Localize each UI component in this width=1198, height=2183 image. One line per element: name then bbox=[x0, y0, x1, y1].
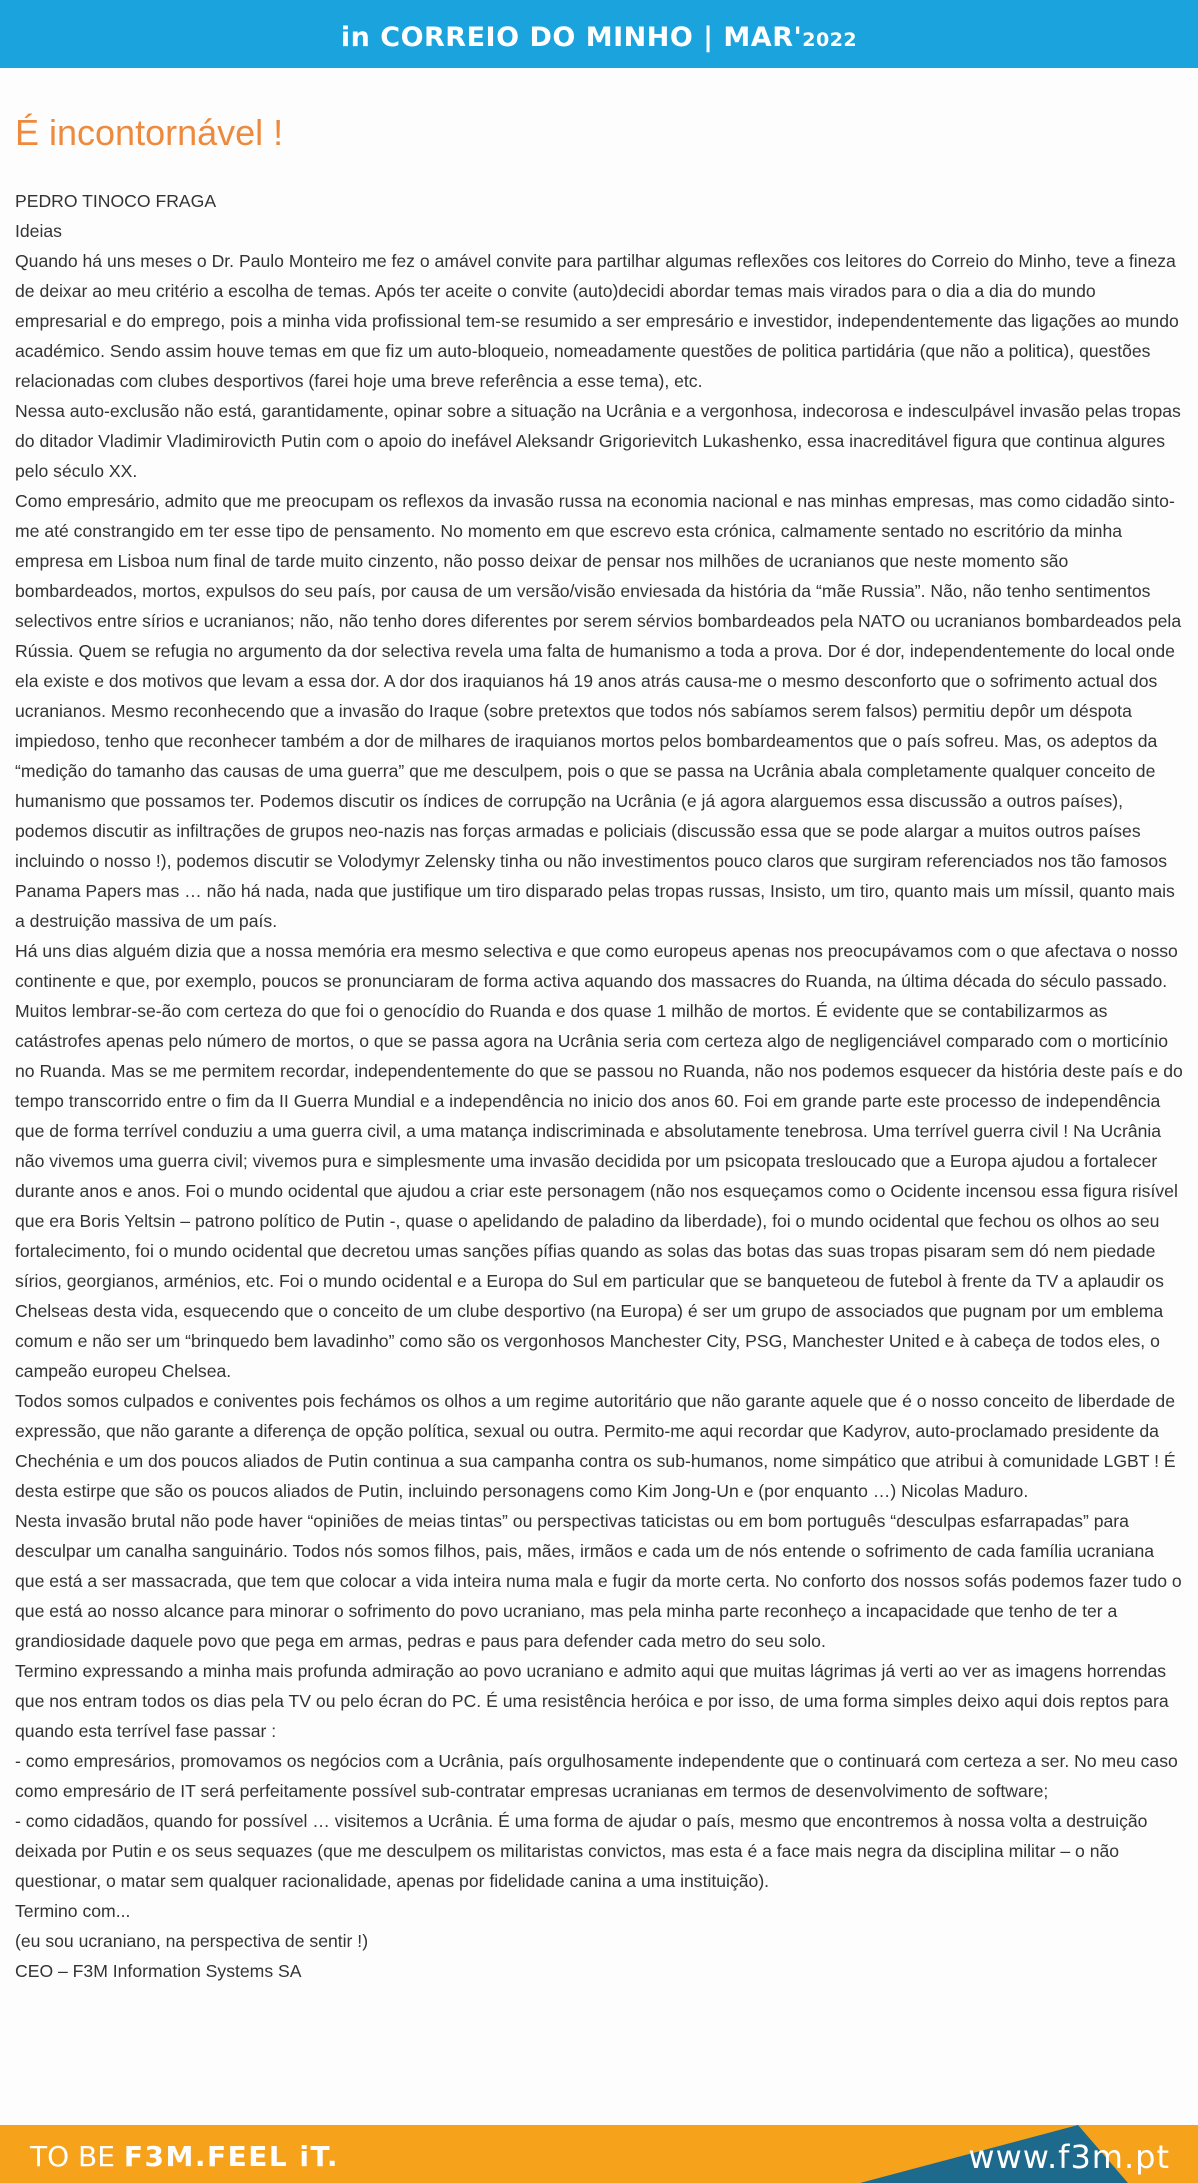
header-brand-in: in bbox=[340, 22, 371, 53]
paragraph: Quando há uns meses o Dr. Paulo Monteiro me fez o amável convite para partilhar algumas reflexões cos leitores do Correio do Minho, teve a fineza de deixar ao meu critério a escolha de temas. Após ter aceite o convite (auto)decidi abordar temas mais virados para o dia a dia do mundo empresarial e do emprego, pois a minha vida profissional tem-se resumido a ser empresário e investidor, independentemente das ligações ao mundo académico. Sendo assim houve temas em que fiz um auto-bloqueio, nomeadamente questões de politica partidária (que não a politica), questões relacionadas com clubes desportivos (farei hoje uma breve referência a esse tema), etc. bbox=[15, 251, 1179, 391]
footer-slogan bbox=[30, 2125, 339, 2183]
article-body bbox=[15, 186, 1183, 1986]
paragraph: - como empresários, promovamos os negócios com a Ucrânia, país orgulhosamente independente que o continuará com certeza a ser. No meu caso como empresário de IT será perfeitamente possível sub-contratar empresas ucranianas em termos de desenvolvimento de software; bbox=[15, 1751, 1178, 1801]
paragraph: Termino expressando a minha mais profunda admiração ao povo ucraniano e admito aqui que muitas lágrimas já verti ao ver as imagens horrendas que nos entram todos os dias pela TV ou pelo écran do PC. É uma resistência heróica e por isso, de uma forma simples deixo aqui dois reptos para quando esta terrível fase passar : bbox=[15, 1661, 1169, 1741]
author-signature: CEO – F3M Information Systems SA bbox=[15, 1961, 302, 1981]
paragraph: Há uns dias alguém dizia que a nossa memória era mesmo selectiva e que como europeus apenas nos preocupávamos com o que afectava o nosso continente e que, por exemplo, poucos se pronunciaram de forma activa aquando dos massacres do Ruanda, na última década do século passado. Muitos lembrar-se-ão com certeza do que foi o genocídio do Ruanda e dos quase 1 milhão de mortos. É evidente que se contabilizarmos as catástrofes apenas pelo número de mortos, o que se passa agora na Ucrânia seria com certeza algo de negligenciável comparado com o morticínio no Ruanda. Mas se me permitem recordar, independentemente do que se passou no Ruanda, não nos podemos esquecer da história deste país e do tempo transcorrido entre o fim da II Guerra Mundial e a independência no inicio dos anos 60. Foi em grande parte este processo de independência que de forma terrível conduziu a uma guerra civil, a uma matança indiscriminada e absolutamente tenebrosa. Uma terrível guerra civil ! Na Ucrânia não vivemos uma guerra civil; vivemos pura e simplesmente uma invasão decidida por um psicopata tresloucado que a Europa ajudou a fortalecer durante anos e anos. Foi o mundo ocidental que ajudou a criar este personagem (não nos esqueçamos como o Ocidente incensou essa figura risível que era Boris Yeltsin – patrono político de Putin -, quase o apelidando de paladino da liberdade), foi o mundo ocidental que fechou os olhos ao seu fortalecimento, foi o mundo ocidental que decretou umas sanções pífias quando as solas das botas das suas tropas pisaram sem dó nem piedade sírios, georgianos, arménios, etc. Foi o mundo ocidental e a Europa do Sul em particular que se banqueteou de futebol à frente da TV a aplaudir os Chelseas desta vida, esquecendo que o conceito de um clube desportivo (na Europa) é ser um grupo de associados que pugnam por um emblema comum e não ser um “brinquedo bem lavadinho” como são os vergonhosos Manchester City, PSG, Manchester United e à cabeça de todos eles, o campeão europeu Chelsea. bbox=[15, 941, 1183, 1381]
author-name: PEDRO TINOCO FRAGA bbox=[15, 191, 217, 211]
paragraph: Nessa auto-exclusão não está, garantidamente, opinar sobre a situação na Ucrânia e a vergonhosa, indecorosa e indesculpável invasão pelas tropas do ditador Vladimir Vladimirovicth Putin com o apoio do inefável Aleksandr Grigorievitch Lukashenko, essa inacreditável figura que continua algures pelo século XX. bbox=[15, 401, 1181, 481]
footer-url[interactable]: www.f3m.pt bbox=[968, 2138, 1170, 2176]
header-year: 2022 bbox=[802, 29, 858, 51]
section-label: Ideias bbox=[15, 221, 62, 241]
article-title: É incontornável ! bbox=[15, 112, 284, 153]
slogan-brand: F3M.FEEL iT. bbox=[123, 2140, 340, 2173]
paragraph: Nesta invasão brutal não pode haver “opiniões de meias tintas” ou perspectivas taticistas ou em bom português “desculpas esfarrapadas” para desculpar um canalha sanguinário. Todos nós somos filhos, pais, mães, irmãos e cada um de nós entende o sofrimento de cada família ucraniana que está a ser massacrada, que tem que colocar a vida inteira numa mala e fugir da morte certa. No conforto dos nossos sofás podemos fazer tudo o que está ao nosso alcance para minorar o sofrimento do povo ucraniano, mas pela minha parte reconheço a incapacidade que tenho de ter a grandiosidade daquele povo que pega em armas, pedras e paus para defender cada metro do seu solo. bbox=[15, 1511, 1182, 1651]
paragraph: Termino com... bbox=[15, 1901, 131, 1921]
slogan-prefix: TO BE bbox=[30, 2140, 124, 2173]
paragraph: (eu sou ucraniano, na perspectiva de sentir !) bbox=[15, 1931, 369, 1951]
paragraph: Todos somos culpados e coniventes pois fechámos os olhos a um regime autoritário que não garante aquele que é o nosso conceito de liberdade de expressão, que não garante a diferença de opção política, sexual ou outra. Permito-me aqui recordar que Kadyrov, auto-proclamado presidente da Chechénia e um dos poucos aliados de Putin continua a sua campanha contra os sub-humanos, nome simpático que atribui à comunidade LGBT ! É desta estirpe que são os poucos aliados de Putin, incluindo personagens como Kim Jong-Un e (por enquanto …) Nicolas Maduro. bbox=[15, 1391, 1176, 1501]
paragraph: - como cidadãos, quando for possível … visitemos a Ucrânia. É uma forma de ajudar o país, mesmo que encontremos à nossa volta a destruição deixada por Putin e os seus sequazes (que me desculpem os militaristas convictos, mas esta é a face mais negra da disciplina militar – o não questionar, o matar sem qualquer racionalidade, apenas por fidelidade canina a uma instituição). bbox=[15, 1811, 1148, 1891]
publication-header bbox=[0, 0, 1198, 68]
paragraph: Como empresário, admito que me preocupam os reflexos da invasão russa na economia nacional e nas minhas empresas, mas como cidadão sinto-me até constrangido em ter esse tipo de pensamento. No momento em que escrevo esta crónica, calmamente sentado no escritório da minha empresa em Lisboa num final de tarde muito cinzento, não posso deixar de pensar nos milhões de ucranianos que neste momento são bombardeados, mortos, expulsos do seu país, por causa de um versão/visão enviesada da história da “mãe Russia”. Não, não tenho sentimentos selectivos entre sírios e ucranianos; não, não tenho dores diferentes por serem sérvios bombardeados pela NATO ou ucranianos bombardeados pela Rússia. Quem se refugia no argumento da dor selectiva revela uma falta de humanismo a toda a prova. Dor é dor, independentemente do local onde ela existe e dos motivos que levam a essa dor. A dor dos iraquianos há 19 anos atrás causa-me o mesmo desconforto que o sofrimento actual dos ucranianos. Mesmo reconhecendo que a invasão do Iraque (sobre pretextos que todos nós sabíamos serem falsos) permitiu depôr um déspota impiedoso, tenho que reconhecer também a dor de milhares de iraquianos mortos pelos bombardeamentos que o país sofreu. Mas, os adeptos da “medição do tamanho das causas de uma guerra” que me desculpem, pois o que se passa na Ucrânia abala completamente qualquer conceito de humanismo que possamos ter. Podemos discutir os índices de corrupção na Ucrânia (e já agora alarguemos essa discussão a outros países), podemos discutir as infiltrações de grupos neo-nazis nas forças armadas e policiais (discussão essa que se pode alargar a muitos outros países incluindo o nosso !), podemos discutir se Volodymyr Zelensky tinha ou não investimentos pouco claros que surgiram referenciados nos tão famosos Panama Papers mas … não há nada, nada que justifique um tiro disparado pelas tropas russas, Insisto, um tiro, quanto mais um míssil, quanto mais a destruição massiva de um país. bbox=[15, 491, 1182, 931]
footer-banner bbox=[0, 2125, 1198, 2183]
header-publication: CORREIO DO MINHO | MAR' bbox=[380, 22, 803, 53]
